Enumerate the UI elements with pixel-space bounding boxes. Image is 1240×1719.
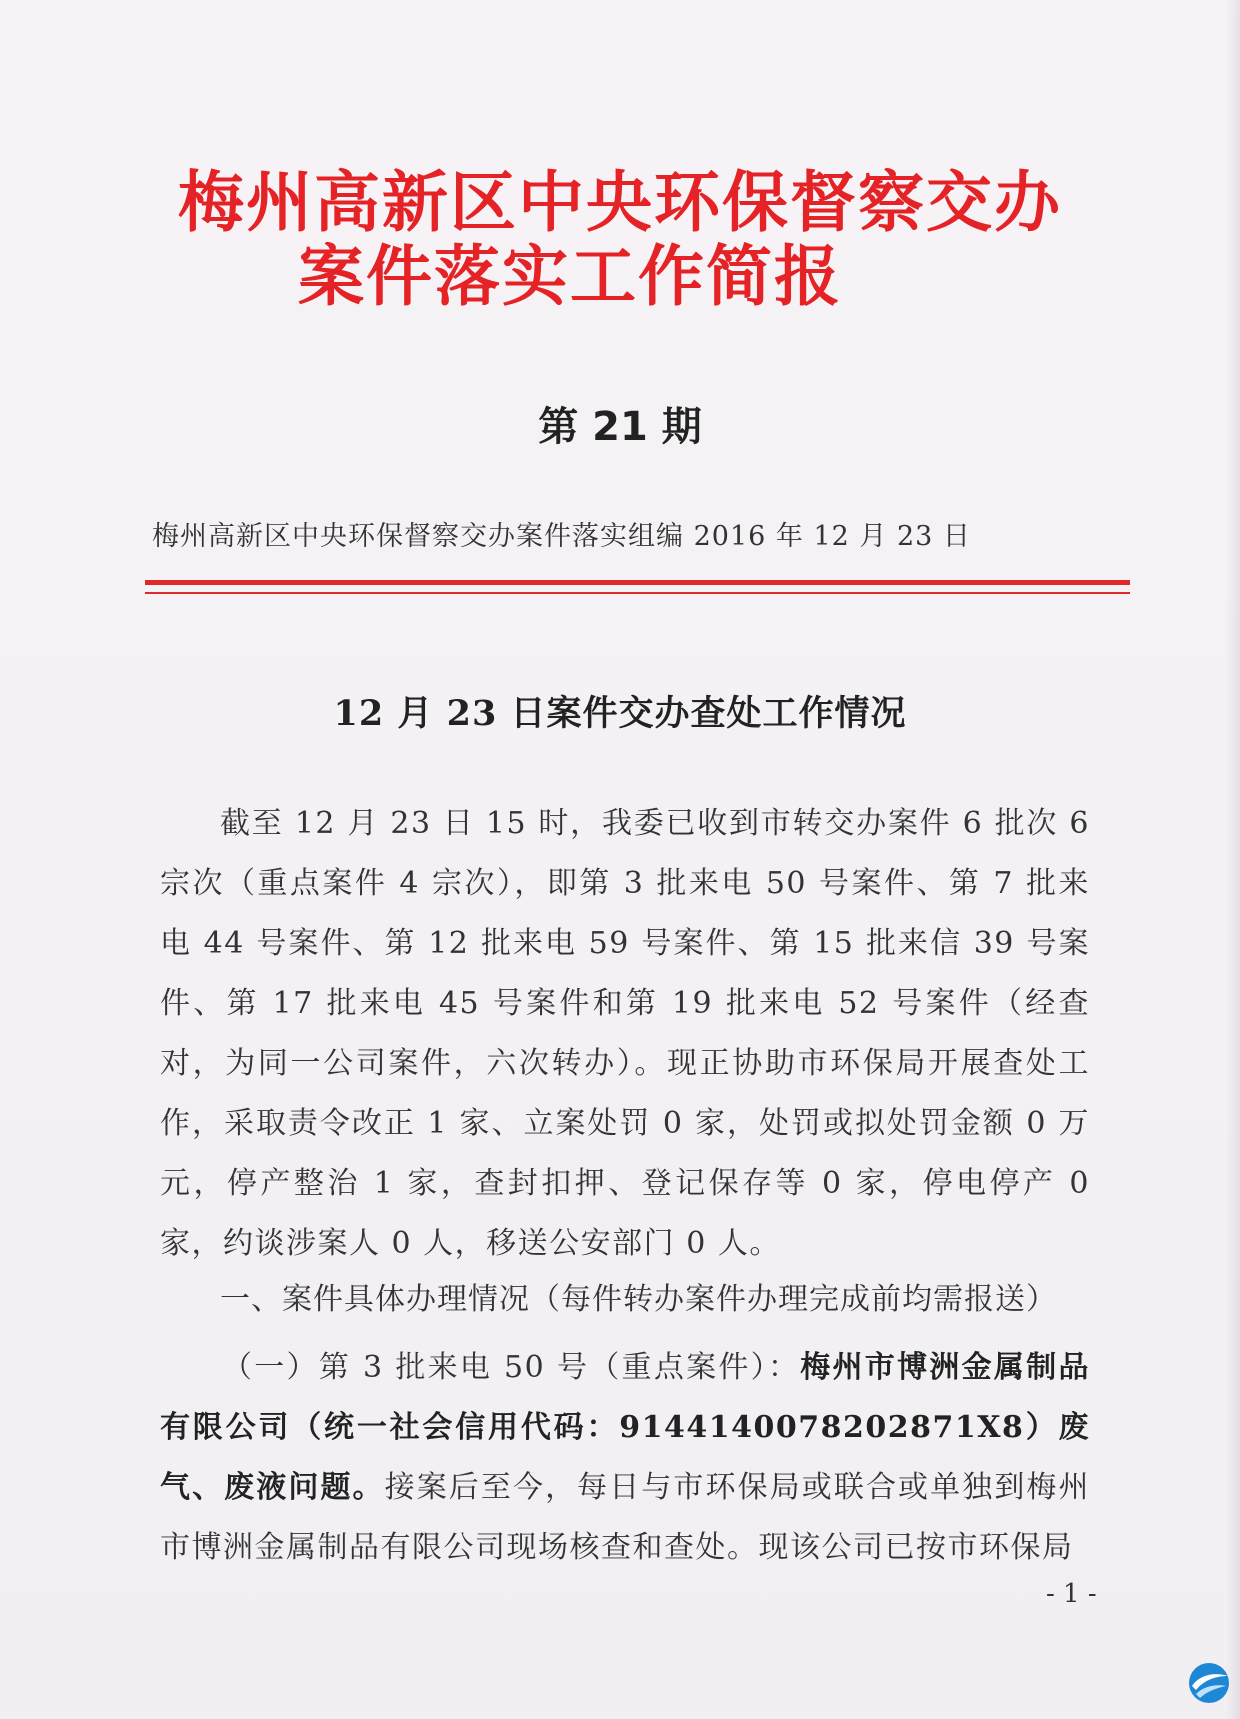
issue-number: 第 21 期: [538, 404, 702, 450]
blue-swirl-logo-icon: [1186, 1660, 1232, 1706]
subsection-heading: 一、案件具体办理情况（每件转办案件办理完成前均需报送）: [220, 1282, 1057, 1317]
header-rule-thick: [145, 580, 1130, 585]
editor-line: 梅州高新区中央环保督察交办案件落实组编 2016 年 12 月 23 日: [152, 521, 971, 552]
section-title: 12 月 23 日案件交办查处工作情况: [333, 693, 907, 734]
case-paragraph: [160, 1338, 1090, 1578]
case-company-bold: 梅州市博洲金属制品有限公司（统一社会信用代码：9144140078202871X8）废气、废液问题。: [160, 1350, 1090, 1505]
page-number: - 1 -: [1046, 1579, 1097, 1609]
case-label: （一）第 3 批来电 50 号（重点案件）：: [222, 1350, 801, 1385]
page-edge-shadow: [1226, 0, 1240, 1719]
case-detail: 接案后至今，每日与市环保局或联合或单独到梅州市博洲金属制品有限公司现场核查和查处。现该公司已按市环保局: [160, 1470, 1090, 1565]
title-line-2: 案件落实工作简报: [298, 238, 842, 315]
header-rule-thin: [145, 592, 1130, 594]
summary-paragraph: 截至 12 月 23 日 15 时，我委已收到市转交办案件 6 批次 6 宗次（重点案件 4 宗次），即第 3 批来电 50 号案件、第 7 批来电 44 号案件、第 12 批来电 59 号案件、第 15 批来信 39 号案件、第 17 批来电 45 号案件和第 19 批来电 52 号案件（经查对，为同一公司案件，六次转办）。现正协助市环保局开展查处工作，采取责令改正 1 家、立案处罚 0 家，处罚或拟处罚金额 0 万元，停产整治 1 家，查封扣押、登记保存等 0 家，停电停产 0 家，约谈涉案人 0 人，移送公安部门 0 人。: [160, 806, 1090, 1261]
title-line-1: 梅州高新区中央环保督察交办: [178, 164, 1062, 241]
